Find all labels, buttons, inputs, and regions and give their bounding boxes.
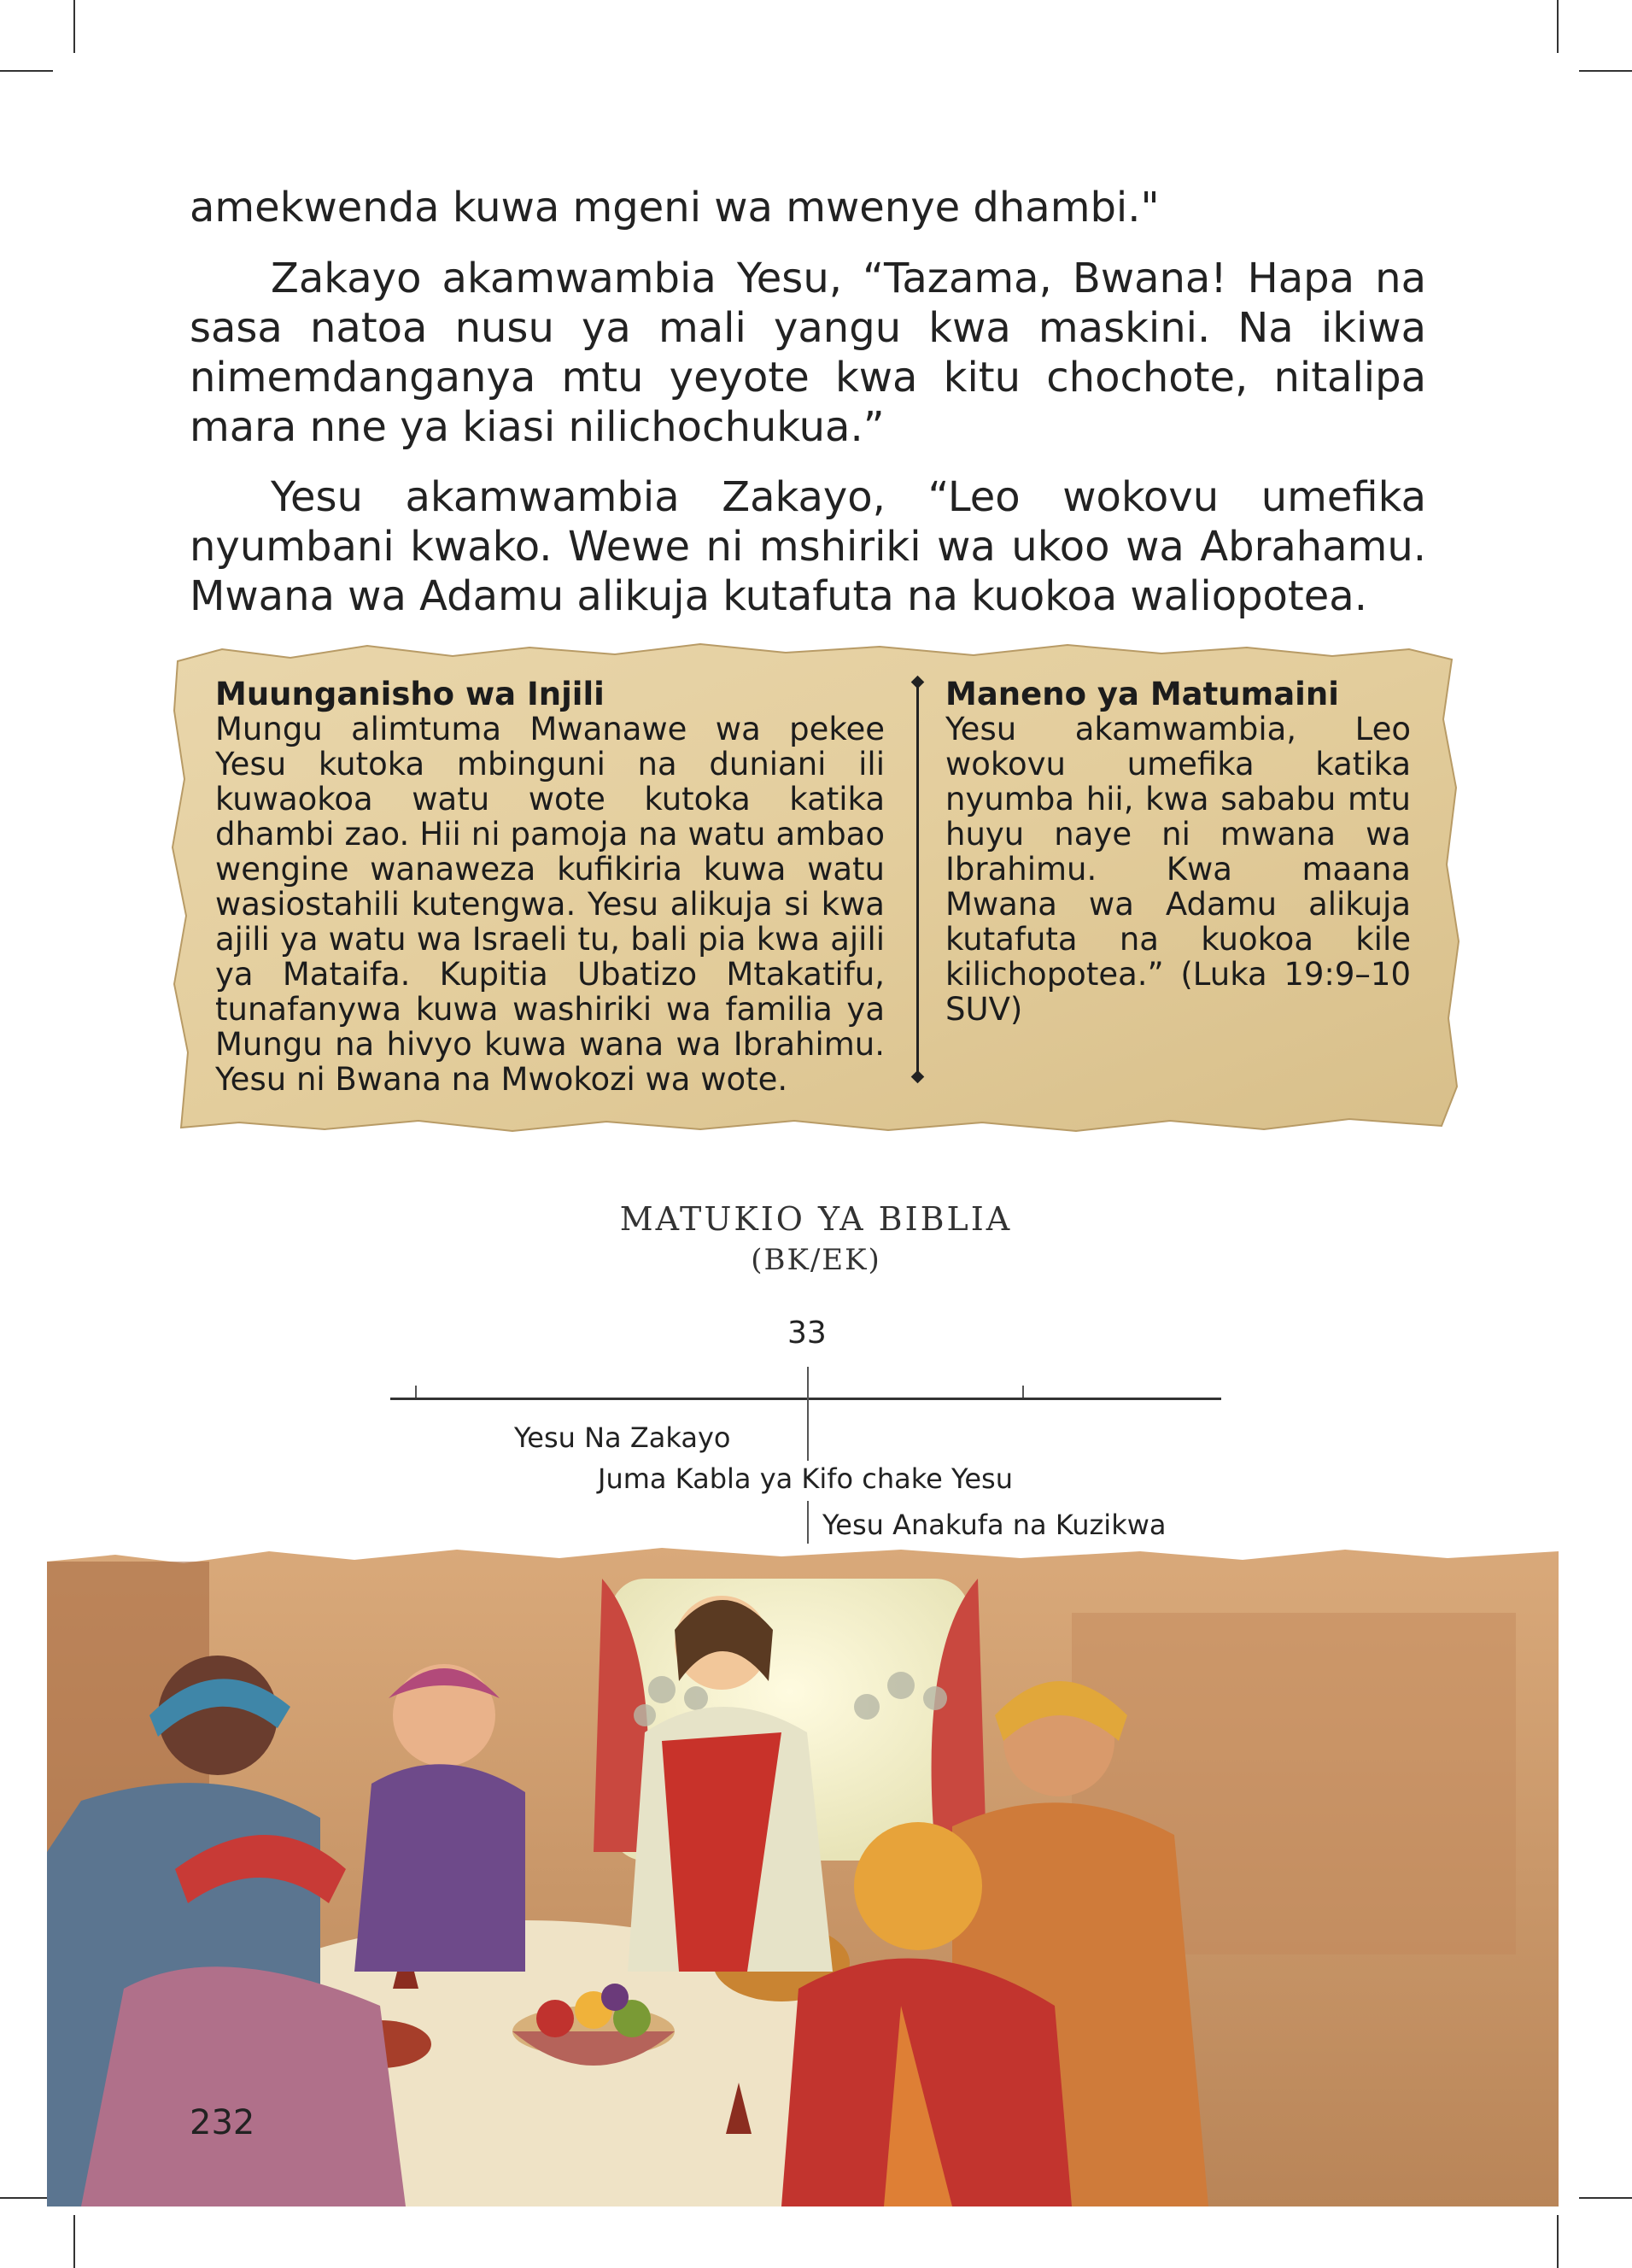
illustration-zacchaeus-feast: [47, 1544, 1559, 2206]
page-number: 232: [190, 2103, 255, 2142]
gospel-connection-text: Mungu alimtuma Mwanawe wa pekee Yesu kutoka mbinguni na duniani ili kuwaokoa watu wote kutoka katika dhambi zao. Hii ni pamoja na watu ambao wengine wanaweza kufikiria kuwa watu wasiostahili kutengwa. Yesu alikuja si kwa ajili ya watu wa Israeli tu, bali pia kwa ajili ya Mataifa. Kupitia Ubatizo Mtakatifu, tunafanywa kuwa washiriki wa familia ya Mungu na hivyo kuwa wana wa Ibrahimu. Yesu ni Bwana na Mwokozi wa wote.: [215, 711, 885, 1098]
words-of-hope-text: Yesu akamwambia, Leo wokovu umefika katika nyumba hii, kwa sababu mtu huyu naye ni mwana wa Ibrahimu. Kwa maana Mwana wa Adamu alikuja kutafuta na kuokoa kile kilichopotea.” (Luka 19:9–10 SUV): [945, 711, 1411, 1028]
timeline-marker: [807, 1367, 809, 1461]
timeline-tick: [1022, 1386, 1024, 1398]
crop-mark: [0, 70, 53, 72]
timeline-event-3: Yesu Anakufa na Kuzikwa: [822, 1509, 1167, 1541]
gospel-connection-title: Muunganisho wa Injili: [215, 676, 605, 712]
crop-mark: [73, 2215, 75, 2268]
crop-mark: [0, 2197, 53, 2199]
paragraph-3: Yesu akamwambia Zakayo, “Leo wokovu umefika nyumbani kwako. Wewe ni mshiriki wa ukoo wa Abrahamu. Mwana wa Adamu alikuja kutafuta na kuokoa waliopotea.: [190, 473, 1426, 620]
crop-mark: [1579, 70, 1632, 72]
timeline-axis: [390, 1398, 1221, 1400]
timeline-tick: [415, 1386, 417, 1398]
gospel-connection-section: [215, 677, 885, 1097]
column-divider: [916, 683, 919, 1072]
crop-mark: [1557, 2215, 1559, 2268]
paragraph-2: Zakayo akamwambia Yesu, “Tazama, Bwana! Hapa na sasa natoa nusu ya mali yangu kwa maskini. Na ikiwa nimemdanganya mtu yeyote kwa kitu chochote, nitalipa mara nne ya kiasi nilichochukua.”: [190, 255, 1426, 451]
timeline-marker: [807, 1501, 809, 1544]
crop-mark: [1557, 0, 1559, 53]
timeline-event-1: Yesu Na Zakayo: [514, 1421, 731, 1454]
words-of-hope-title: Maneno ya Matumaini: [945, 676, 1339, 712]
crop-mark: [73, 0, 75, 53]
timeline-subtitle: (BK/EK): [751, 1243, 881, 1277]
words-of-hope-section: [945, 677, 1411, 1027]
timeline-event-2: Juma Kabla ya Kifo chake Yesu: [598, 1462, 1013, 1495]
paragraph-1: amekwenda kuwa mgeni wa mwenye dhambi.": [190, 184, 1160, 231]
timeline-title: MATUKIO YA BIBLIA: [619, 1200, 1013, 1238]
crop-mark: [1579, 2197, 1632, 2199]
timeline-year: 33: [787, 1316, 827, 1351]
